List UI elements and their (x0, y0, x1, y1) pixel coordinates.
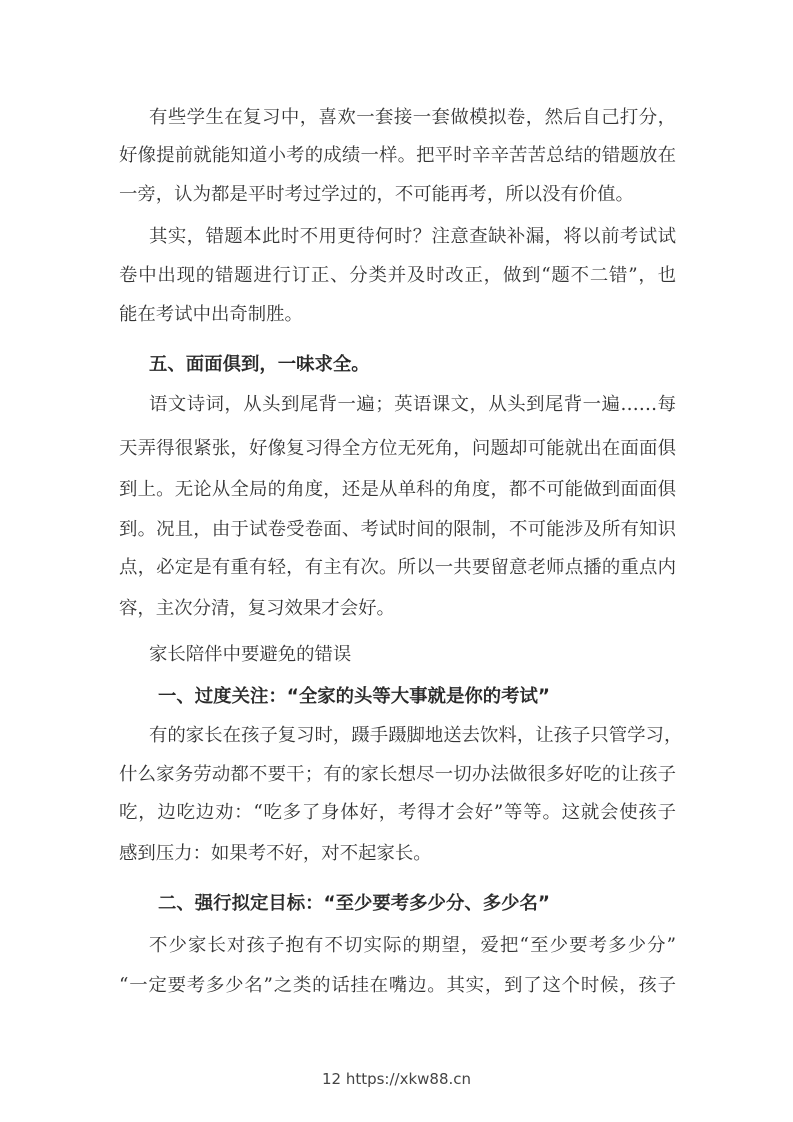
paragraph-line: 点，必定是有重有轻，有主有次。所以一共要留意老师点播的重点内 (119, 557, 676, 578)
paragraph-line: 感到压力：如果考不好，对不起家长。 (119, 843, 432, 864)
paragraph-line: 不少家长对孩子抱有不切实际的期望，爱把“至少要考多少分” (149, 935, 676, 956)
paragraph-line: 什么家务劳动都不要干；有的家长想尽一切办法做很多好吃的让孩子 (119, 764, 676, 785)
paragraph-line: 到上。无论从全局的角度，还是从单科的角度，都不可能做到面面俱 (119, 479, 676, 500)
paragraph-line: 一旁，认为都是平时考过学过的，不可能再考，所以没有价值。 (119, 184, 634, 205)
paragraph-line: “一定要考多少名”之类的话挂在嘴边。其实，到了这个时候，孩子 (119, 975, 676, 996)
page-footer: 12 https://xkw88.cn (321, 1070, 472, 1088)
paragraph-line: 语文诗词，从头到尾背一遍；英语课文，从头到尾背一遍……每 (149, 394, 676, 415)
paragraph-line: 其实，错题本此时不用更待何时？注意查缺补漏，将以前考试试 (149, 226, 676, 247)
section-heading: 二、强行拟定目标：“至少要考多少分、多少名” (158, 893, 550, 914)
section-heading: 五、面面俱到，一味求全。 (149, 354, 370, 375)
paragraph-line: 有的家长在孩子复习时，蹑手蹑脚地送去饮料，让孩子只管学习， (149, 725, 683, 746)
paragraph-line: 吃，边吃边劝：“吃多了身体好，考得才会好”等等。这就会使孩子 (119, 802, 676, 823)
paragraph-line: 有些学生在复习中，喜欢一套接一套做模拟卷，然后自己打分， (149, 107, 676, 128)
subtitle: 家长陪伴中要避免的错误 (149, 644, 352, 665)
paragraph-line: 到。况且，由于试卷受卷面、考试时间的限制，不可能涉及所有知识 (119, 519, 676, 540)
paragraph-line: 天弄得很紧张，好像复习得全方位无死角，问题却可能就出在面面俱 (119, 438, 676, 459)
paragraph-line: 好像提前就能知道小考的成绩一样。把平时辛辛苦苦总结的错题放在 (119, 145, 676, 166)
section-heading: 一、过度关注：“全家的头等大事就是你的考试” (158, 686, 550, 707)
paragraph-line: 卷中出现的错题进行订正、分类并及时改正，做到“题不二错”，也 (119, 265, 676, 286)
paragraph-line: 能在考试中出奇制胜。 (119, 304, 303, 325)
paragraph-line: 容，主次分清，复习效果才会好。 (119, 598, 395, 619)
